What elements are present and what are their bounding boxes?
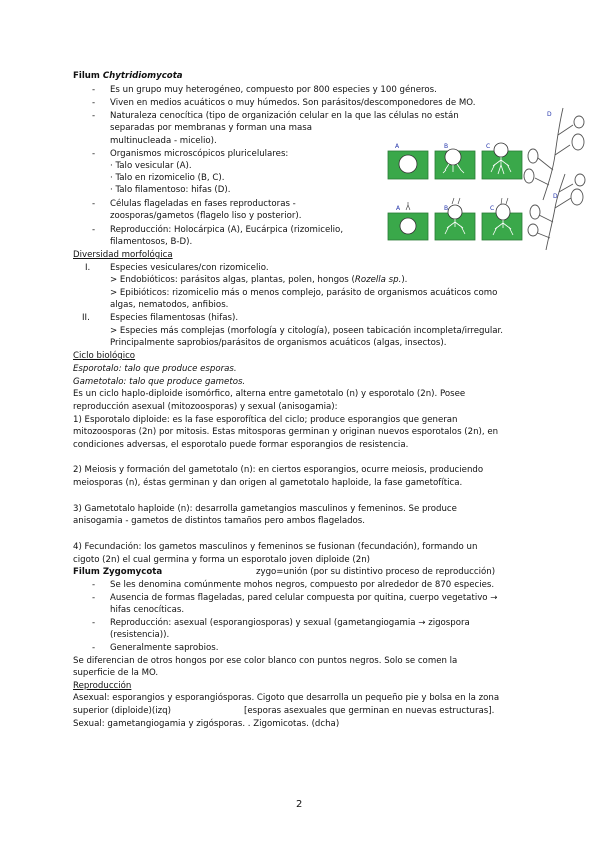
- zygo-bullet-1: Se les denomina comúnmente mohos negros, compuesto por alrededor de 870 especies.: [110, 580, 495, 590]
- ciclo-esporotalo: Esporotalo: talo que produce esporas.: [73, 364, 237, 374]
- figure-row-top: [388, 143, 522, 179]
- diversidad-title: Diversidad morfológica: [73, 250, 173, 260]
- zygo-p1a: Se diferencian de otros hongos por ese color blanco con puntos negros. Solo se comen la: [73, 656, 458, 666]
- ciclo-p2a: 2) Meiosis y formación del gametotalo (n): en ciertos esporangios, ocurre meiosis, produciendo: [73, 465, 484, 475]
- dash: -: [92, 98, 96, 108]
- chytrid-heading: Filum Chytridiomycota: [73, 71, 183, 81]
- chytrid-bullet-3b: separadas por membranas y forman una masa: [110, 123, 312, 133]
- thallus-types-figure: [383, 100, 598, 250]
- chytrid-bullet-3: Naturaleza cenocítica (tipo de organización celular en la que las células no están: [110, 111, 459, 121]
- ciclo-p4a: 4) Fecundación: los gametos masculinos y femeninos se fusionan (fecundación), formando un: [73, 542, 478, 552]
- chytrid-bullet-6: Reproducción: Holocárpica (A), Eucárpica (rizomicelio,: [110, 225, 344, 235]
- ciclo-p3b: anisogamia - gametos de distintos tamaños pero ambos flagelados.: [73, 516, 366, 526]
- diversidad-i: Especies vesiculares/con rizomicelio.: [110, 263, 269, 273]
- page-number: 2: [296, 799, 303, 810]
- zygo-asex-b-left: superior (diploide)(izq): [73, 706, 171, 716]
- zygo-asex-b-right: [esporas asexuales que germinan en nuevas estructuras].: [244, 706, 495, 716]
- diversidad-i-epi: > Epibióticos: rizomicelio más o menos complejo, parásito de organismos acuáticos como: [110, 288, 498, 298]
- ciclo-p0a: Es un ciclo haplo-diploide isomórfico, alterna entre gametotalo (n) y esporotalo (2n). Posee: [73, 389, 466, 399]
- zygo-asex-a: Asexual: esporangios y esporangiósporas. Cigoto que desarrolla un pequeño pie y bolsa en la zona: [73, 693, 500, 703]
- diversidad-num-i: I.: [85, 263, 91, 273]
- diversidad-ii-sub1: > Especies más complejas (morfología y citología), poseen tabicación incompleta/irregular.: [110, 326, 504, 336]
- chytrid-bullet-5: Células flageladas en fases reproductoras -: [110, 199, 296, 209]
- diversidad-num-ii: II.: [82, 313, 90, 323]
- chytrid-bullet-2: Viven en medios acuáticos o muy húmedos. Son parásitos/descomponedores de MO.: [110, 98, 476, 108]
- zygo-bullet-2b: hifas cenocíticas.: [110, 605, 185, 615]
- dash: -: [92, 580, 96, 590]
- dash: -: [92, 225, 96, 235]
- label-b-top: B: [444, 143, 449, 150]
- zygo-bullet-4: Generalmente saprobios.: [110, 643, 219, 653]
- diversidad-ii-sub2: Principalmente saprobios/parásitos de organismos acuáticos (algas, insectos).: [110, 338, 447, 348]
- dash: -: [92, 618, 96, 628]
- ciclo-p4b: cigoto (2n) el cual germina y forma un esporotalo joven diploide (2n): [73, 555, 371, 565]
- label-b-bottom: B: [444, 205, 449, 212]
- chytrid-bullet-4a: · Talo vesicular (A).: [110, 161, 192, 171]
- chytrid-bullet-4: Organismos microscópicos pluricelulares:: [110, 149, 289, 159]
- ciclo-p0b: reproducción asexual (mitozoosporas) y sexual (anisogamia):: [73, 402, 338, 412]
- diversidad-i-endo: > Endobióticos: parásitos algas, plantas, polen, hongos (Rozella sp.).: [110, 275, 408, 285]
- chytrid-bullet-3c: multinucleada - micelio).: [110, 136, 217, 146]
- ciclo-p3a: 3) Gametotalo haploide (n): desarrolla gametangios masculinos y femeninos. Se produce: [73, 504, 457, 514]
- chytrid-bullet-4c: · Talo filamentoso: hifas (D).: [110, 185, 231, 195]
- label-a-top: A: [395, 143, 400, 150]
- hyphae-top: [524, 108, 584, 200]
- ciclo-gametotalo: Gametotalo: talo que produce gametos.: [73, 377, 246, 387]
- dash: -: [92, 85, 96, 95]
- chytrid-bullet-1: Es un grupo muy heterogéneo, compuesto por 800 especies y 100 géneros.: [110, 85, 437, 95]
- figure-labels-bottom: [396, 205, 494, 212]
- zygo-bullet-2: Ausencia de formas flageladas, pared celular compuesta por quitina, cuerpo vegetativo →: [110, 593, 498, 603]
- zygo-bullet-3: Reproducción: asexual (esporangiosporas) y sexual (gametangiogamia → zigospora: [110, 618, 470, 628]
- zygo-note: zygo=unión (por su distintivo proceso de reproducción): [256, 567, 496, 577]
- zygo-bullet-3b: (resistencia)).: [110, 630, 170, 640]
- diversidad-i-epi-b: algas, nematodos, anfibios.: [110, 300, 229, 310]
- figure-row-bottom: [388, 198, 522, 240]
- label-a-bottom: A: [396, 205, 401, 212]
- chytrid-bullet-5b: zoosporas/gametos (flagelo liso y posterior).: [110, 211, 302, 221]
- ciclo-p2b: meiosporas (n), éstas germinan y dan origen al gametotalo haploide, la fase gametofítica.: [73, 478, 463, 488]
- figure-labels-top: [395, 143, 490, 150]
- zygo-sexual: Sexual: gametangiogamia y zigósporas. . Zigomicotas. (dcha): [73, 719, 340, 729]
- label-d-bottom: D: [553, 193, 558, 200]
- dash: -: [92, 111, 96, 121]
- label-c-bottom: C: [490, 205, 495, 212]
- dash: -: [92, 593, 96, 603]
- ciclo-p1b: mitozoosporas (2n) por mitosis. Estas mitosporas germinan y originan nuevos esporotalos (2n), en: [73, 427, 499, 437]
- ciclo-title: Ciclo biológico: [73, 351, 136, 361]
- zygo-heading: Filum Zygomycota: [73, 567, 163, 577]
- label-d-top: D: [547, 111, 552, 118]
- ciclo-p1c: condiciones adversas, el esporotalo puede formar esporangios de resistencia.: [73, 440, 409, 450]
- label-c-top: C: [486, 143, 491, 150]
- zygo-repro-title: Reproducción: [73, 681, 132, 691]
- dash: -: [92, 149, 96, 159]
- diversidad-ii: Especies filamentosas (hifas).: [110, 313, 239, 323]
- chytrid-bullet-4b: · Talo en rizomicelio (B, C).: [110, 173, 225, 183]
- dash: -: [92, 199, 96, 209]
- hyphae-bottom: [528, 174, 585, 250]
- chytrid-bullet-6b: filamentosos, B-D).: [110, 237, 193, 247]
- ciclo-p1a: 1) Esporotalo diploide: es la fase esporofítica del ciclo; produce esporangios que generan: [73, 415, 458, 425]
- dash: -: [92, 643, 96, 653]
- zygo-p1b: superficie de la MO.: [73, 668, 159, 678]
